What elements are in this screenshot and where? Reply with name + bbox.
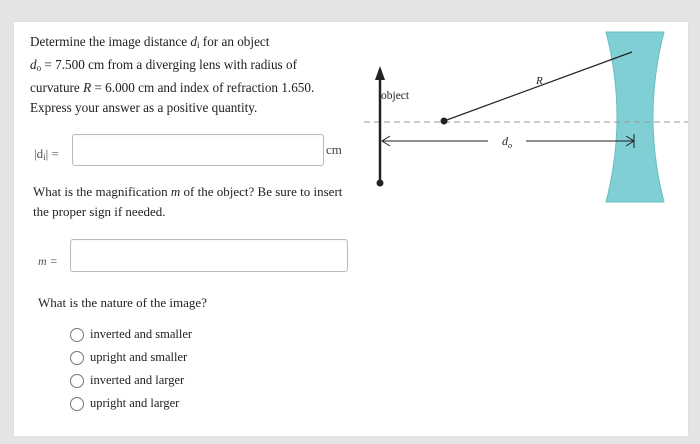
radio-button[interactable] [70, 374, 84, 388]
radio-button[interactable] [70, 351, 84, 365]
diverging-lens [606, 32, 664, 202]
center-dot [441, 118, 448, 125]
option-label: upright and larger [90, 396, 180, 410]
di-label: $|d_i|$ = [34, 146, 59, 162]
var-d: d [190, 34, 197, 49]
m-label: m = [38, 254, 58, 268]
di-unit: cm [326, 142, 342, 157]
m-answer-input[interactable] [70, 239, 348, 272]
do-label: $d_o$ [502, 134, 512, 150]
option-upright-smaller[interactable] [70, 350, 187, 365]
question-3-text: What is the nature of the image? [38, 295, 207, 310]
lens-diagram [364, 22, 688, 222]
object-base-dot [377, 180, 384, 187]
question-1-text: Determine the image distance $d_i$ for an object $d_o = 7.500$ cm from a diverging lens with radius of curvature R = 6.000 cm and index of refraction 1.650. Express your answer as a positive quantity. [30, 34, 315, 115]
radio-button[interactable] [70, 397, 84, 411]
object-arrowhead [375, 66, 385, 80]
question-panel [14, 22, 688, 436]
question-2-text: What is the magnification m of the object? Be sure to insert the proper sign if needed. [33, 184, 343, 219]
radio-button[interactable] [70, 328, 84, 342]
option-inverted-larger[interactable] [70, 373, 184, 388]
di-answer-input[interactable] [72, 134, 324, 166]
R-label: R [536, 75, 543, 87]
option-label: inverted and smaller [90, 327, 193, 341]
option-label: upright and smaller [90, 350, 188, 364]
option-label: inverted and larger [90, 373, 185, 387]
option-upright-larger[interactable] [70, 396, 179, 411]
option-inverted-smaller[interactable] [70, 327, 192, 342]
object-label: object [381, 90, 410, 102]
